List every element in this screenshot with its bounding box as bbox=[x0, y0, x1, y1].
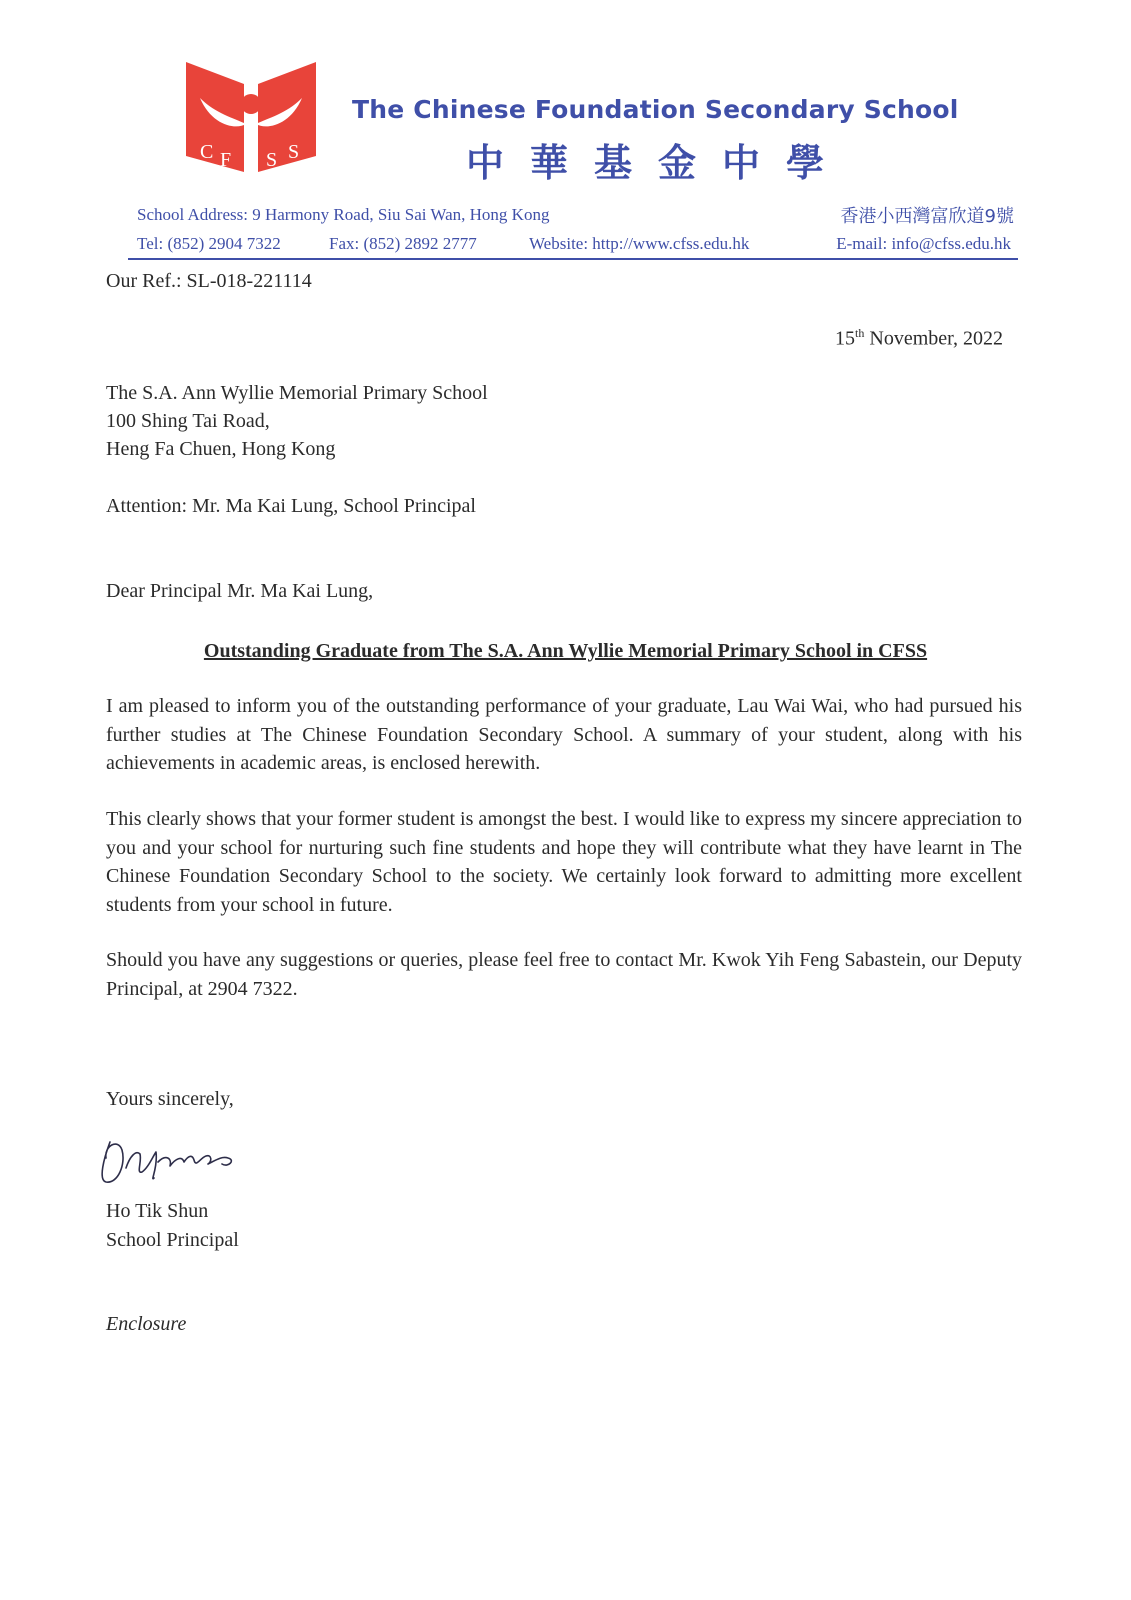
logo-letter-f: F bbox=[220, 149, 232, 171]
signatory-name: Ho Tik Shun bbox=[106, 1200, 209, 1222]
date-suffix: th bbox=[855, 326, 865, 340]
recipient-line-1: The S.A. Ann Wyllie Memorial Primary School bbox=[106, 382, 488, 404]
body-paragraph-2: This clearly shows that your former student is amongst the best. I would like to express my sincere appreciation to you and your school for nurturing such fine students and hope they will contribute what they have learnt in The Chinese Foundation Secondary School to the society. We certainly look forward to admitting more excellent students from your school in future. bbox=[106, 808, 1022, 916]
closing: Yours sincerely, bbox=[106, 1088, 234, 1110]
website-link[interactable]: Website: http://www.cfss.edu.hk bbox=[529, 234, 750, 253]
school-address-zh: 香港小西灣富欣道9號 bbox=[840, 206, 1014, 227]
logo-letter-c: C bbox=[200, 141, 214, 163]
email-link[interactable]: E-mail: info@cfss.edu.hk bbox=[836, 234, 1011, 253]
logo-letter-s1: S bbox=[266, 149, 278, 171]
reference-number: Our Ref.: SL-018-221114 bbox=[106, 270, 312, 292]
recipient-line-3: Heng Fa Chuen, Hong Kong bbox=[106, 438, 336, 460]
school-name-zh: 中華基金中學 bbox=[466, 141, 851, 185]
cfss-logo bbox=[186, 60, 316, 172]
letter-date bbox=[835, 326, 1003, 351]
signature bbox=[96, 1128, 256, 1190]
logo-stem bbox=[248, 114, 254, 154]
date-day: 15 bbox=[835, 327, 856, 350]
salutation: Dear Principal Mr. Ma Kai Lung, bbox=[106, 580, 374, 602]
signatory-title: School Principal bbox=[106, 1229, 239, 1251]
school-name-en: The Chinese Foundation Secondary School bbox=[352, 95, 959, 124]
logo-flame-dot bbox=[241, 94, 261, 114]
school-address-en: School Address: 9 Harmony Road, Siu Sai Wan, Hong Kong bbox=[137, 205, 550, 224]
logo-letter-s2: S bbox=[288, 141, 300, 163]
date-month-year: November, 2022 bbox=[864, 327, 1003, 350]
body-paragraph-1: I am pleased to inform you of the outstanding performance of your graduate, Lau Wai Wai, who had pursued his further studies at The Chinese Foundation Secondary School. A summary of your student, along with his achievements in academic areas, is enclosed herewith. bbox=[106, 695, 1022, 774]
enclosure-note: Enclosure bbox=[106, 1313, 187, 1335]
attention-line: Attention: Mr. Ma Kai Lung, School Principal bbox=[106, 495, 476, 517]
letter-subject: Outstanding Graduate from The S.A. Ann Wyllie Memorial Primary School in CFSS bbox=[203, 640, 928, 662]
telephone: Tel: (852) 2904 7322 bbox=[137, 234, 281, 253]
recipient-line-2: 100 Shing Tai Road, bbox=[106, 410, 270, 432]
letterhead-divider bbox=[128, 258, 1018, 260]
body-paragraph-3: Should you have any suggestions or queries, please feel free to contact Mr. Kwok Yih Feng Sabastein, our Deputy Principal, at 2904 7322. bbox=[106, 949, 1022, 1000]
fax: Fax: (852) 2892 2777 bbox=[329, 234, 477, 253]
